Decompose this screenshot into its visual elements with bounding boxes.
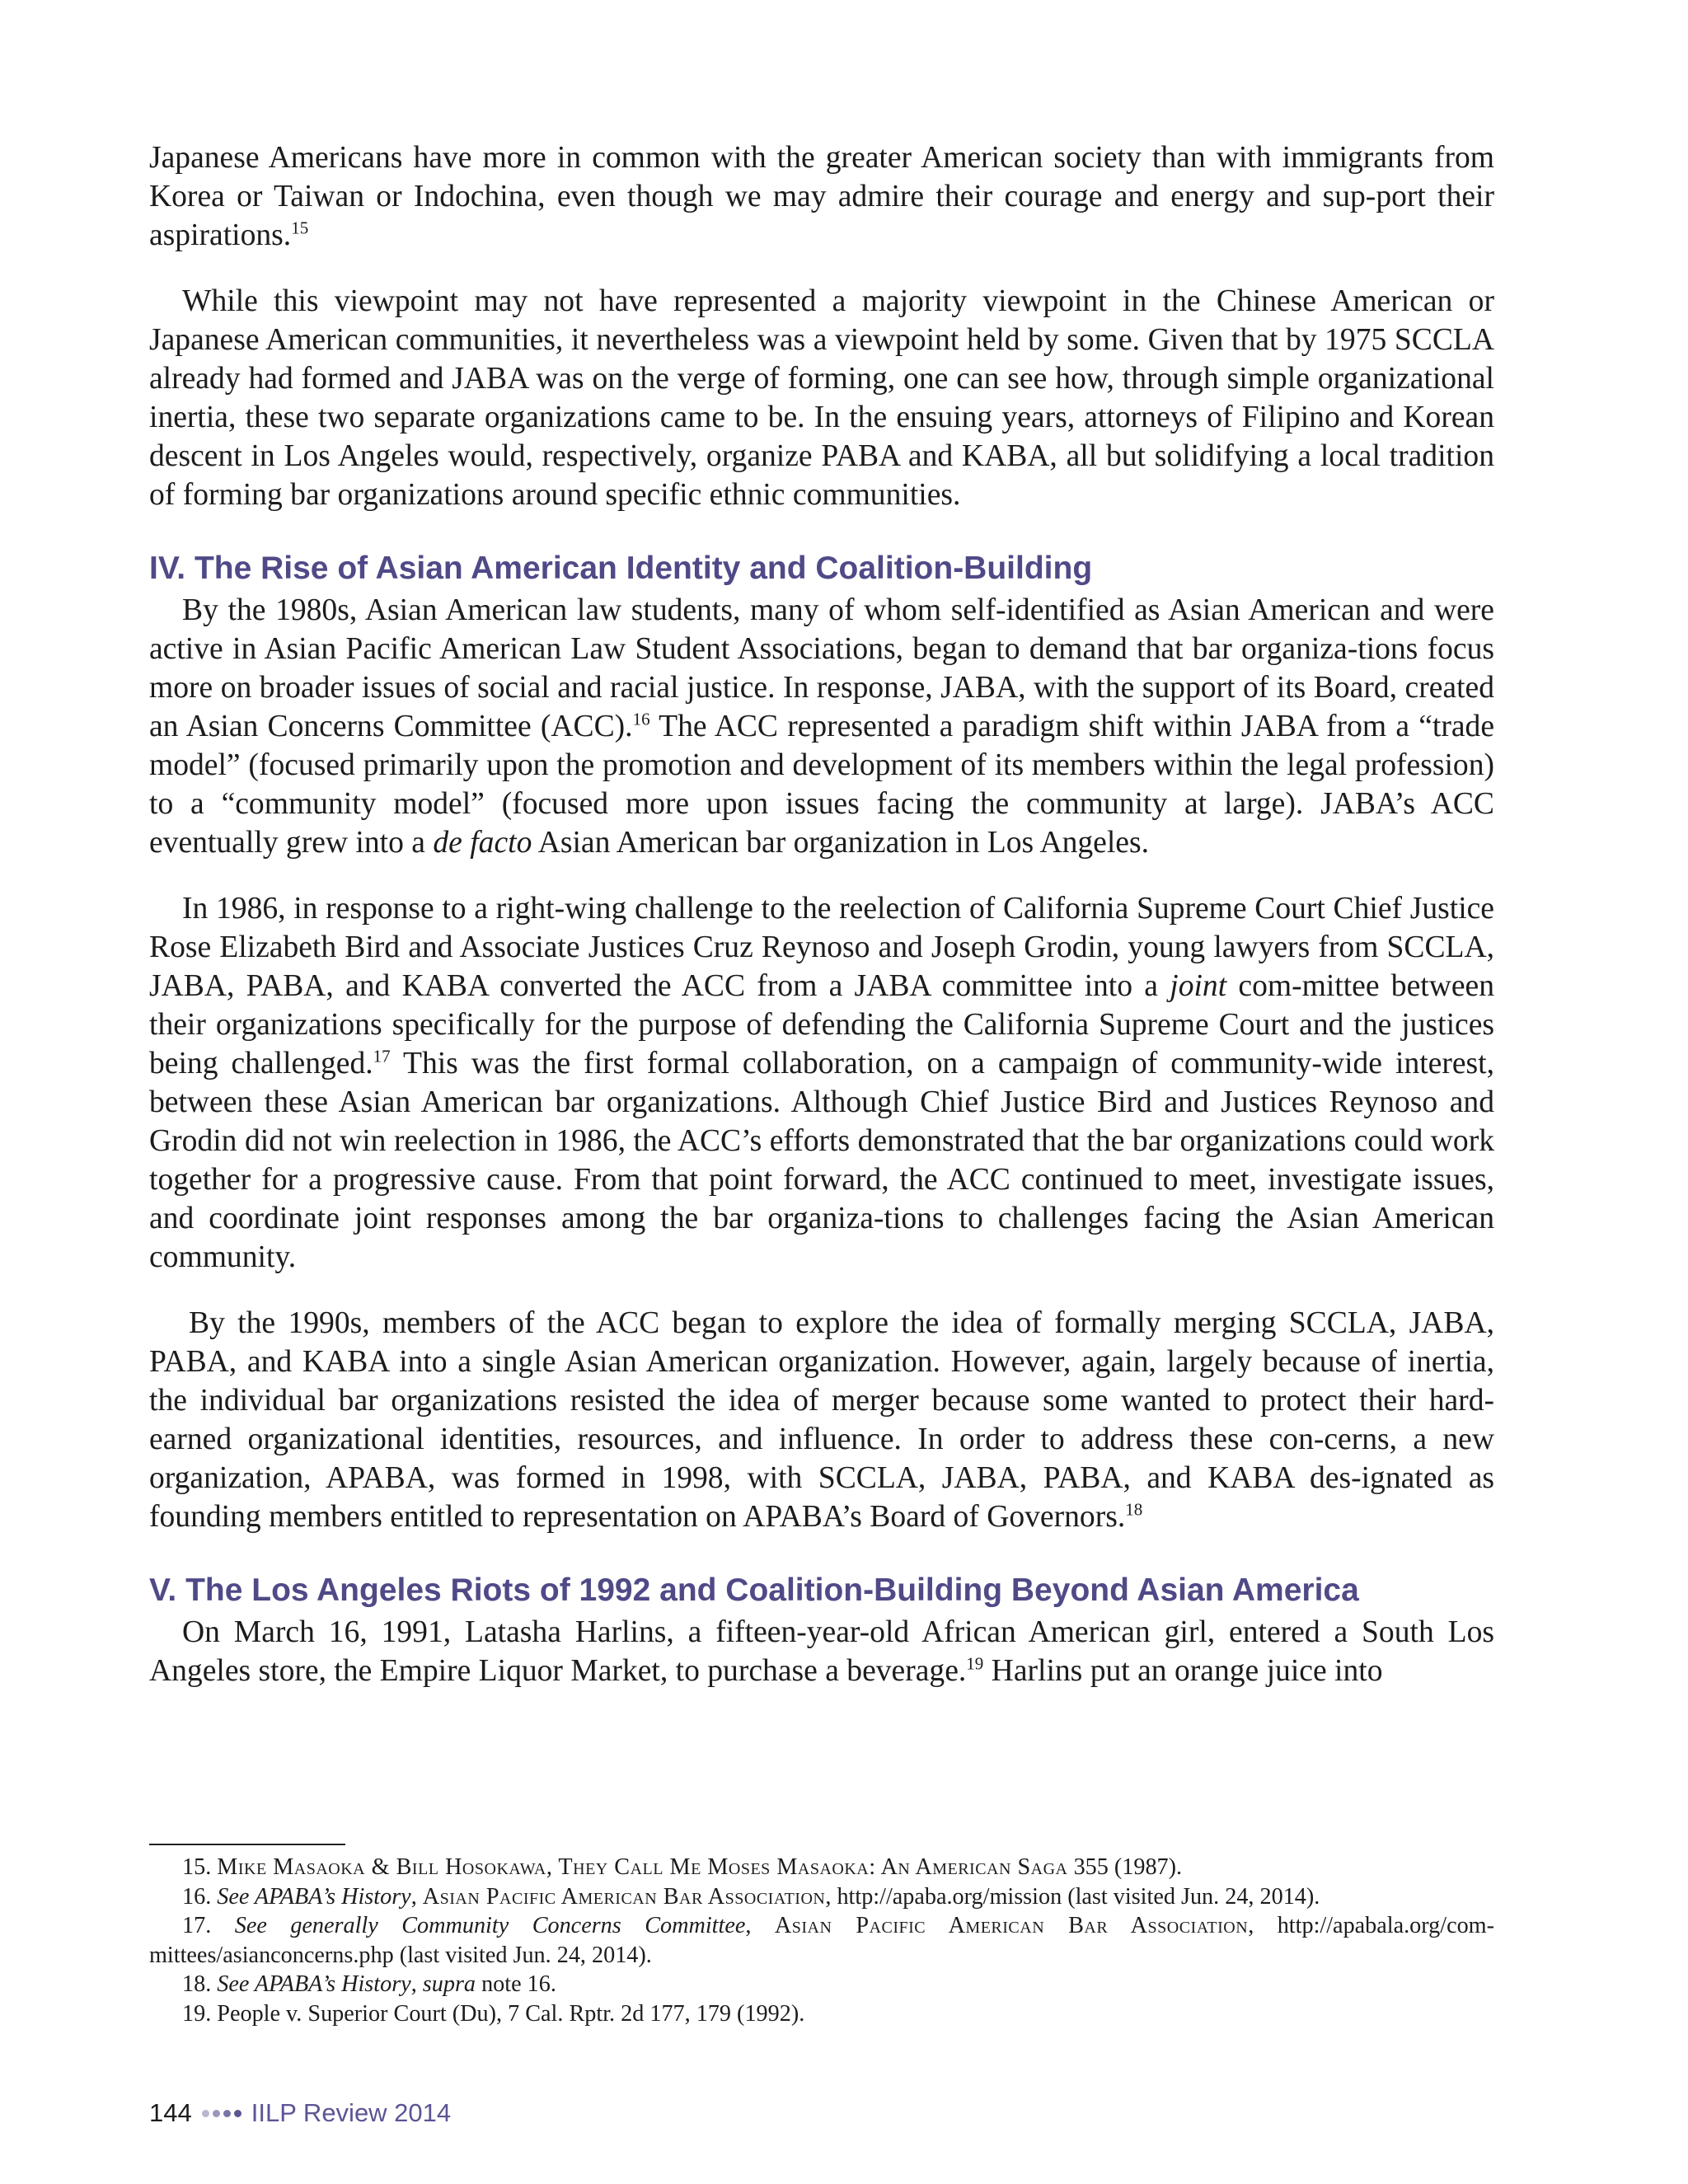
paragraph: In 1986, in response to a right-wing challenge to the reelection of California Supreme Court Chief Justice Rose Elizabeth Bird and Associate Justices Cruz Reynoso and Joseph Grodin, young lawyers from SCCLA, JABA, PABA, and KABA converted the ACC from a JABA committee into a joint com-mittee between their organizations specifically for the purpose of defending the California Supreme Court and the justices being challenged.$^{17}$ This was the first formal collaboration, on a campaign of community-wide interest, between these Asian American bar organizations. Although Chief Justice Bird and Justices Reynoso and Grodin did not win reelection in 1986, the ACC’s efforts demonstrated that the bar organizations could work together for a progressive cause. From that point forward, the ACC continued to meet, investigate issues, and coordinate joint responses among the bar organiza-tions to challenges facing the Asian American community. xyxy=(149,892,1495,1274)
footnote-ref-19[interactable]: 19 xyxy=(966,1653,984,1674)
footnote-ref-18[interactable]: 18 xyxy=(1125,1499,1143,1520)
footnote-ref-17[interactable]: 17 xyxy=(373,1046,391,1066)
dot-icon xyxy=(234,2110,241,2117)
publication-title: IILP Review 2014 xyxy=(251,2098,452,2127)
footnote-ref-16[interactable]: 16 xyxy=(632,709,650,729)
block-quote-continuation: Japanese Americans have more in common with the greater American society than with immigrants from Korea or Taiwan or Indochina, even though we may admire their courage and energy and sup-port their aspirations.$^{15}$ xyxy=(149,141,1494,252)
section-heading-iv: IV. The Rise of Asian American Identity and Coalition-Building xyxy=(149,551,1093,586)
dot-icon xyxy=(223,2110,231,2117)
footnote-ref-15[interactable]: 15 xyxy=(291,218,309,238)
paragraph: By the 1980s, Asian American law students, many of whom self-identified as Asian American and were active in Asian Pacific American Law Student Associations, began to demand that bar organiza-tions focus more on broader issues of social and racial justice. In response, JABA, with the support of its Board, created an Asian Concerns Committee (ACC).$^{16}$ The ACC represented a paradigm shift within JABA from a “trade model” (focused primarily upon the promotion and development of its members within the legal profession) to a “community model” (focused more upon issues facing the community at large). JABA’s ACC eventually grew into a de facto Asian American bar organization in Los Angeles. xyxy=(149,593,1494,860)
footnote-divider xyxy=(149,1844,345,1845)
dot-icon xyxy=(202,2110,209,2117)
article-body xyxy=(149,138,1494,1690)
footnote-15: 15. Mike Masaoka & Bill Hosokawa, They Call Me Moses Masaoka: An American Saga 355 (1987). xyxy=(182,1854,1183,1880)
paragraph: On March 16, 1991, Latasha Harlins, a fifteen-year-old African American girl, entered a South Los Angeles store, the Empire Liquor Market, to purchase a beverage.$^{19}$ Harlins put an orange juice into xyxy=(149,1615,1494,1688)
dot-icon xyxy=(213,2110,220,2117)
footnote-17: 17. See generally Community Concerns Committee, Asian Pacific American Bar Association, http://apabala.org/com-mittees/asianconcerns.php (last visited Jun. 24, 2014). xyxy=(149,1913,1494,1968)
section-heading-v: V. The Los Angeles Riots of 1992 and Coalition-Building Beyond Asian America xyxy=(149,1572,1359,1608)
paragraph: By the 1990s, members of the ACC began to explore the idea of formally merging SCCLA, JABA, PABA, and KABA into a single Asian American organization. However, again, largely because of inertia, the individual bar organizations resisted the idea of merger because some wanted to protect their hard-earned organizational identities, resources, and influence. In order to address these con-cerns, a new organization, APABA, was formed in 1998, with SCCLA, JABA, PABA, and KABA des-ignated as founding members entitled to representation on APABA’s Board of Governors.$^{18}$ xyxy=(149,1306,1494,1534)
footnotes xyxy=(149,1853,1494,2028)
paragraph: While this viewpoint may not have represented a majority viewpoint in the Chinese American or Japanese American communities, it nevertheless was a viewpoint held by some. Given that by 1975 SCCLA already had formed and JABA was on the verge of forming, one can see how, through simple organizational inertia, these two separate organizations came to be. In the ensuing years, attorneys of Filipino and Korean descent in Los Angeles would, respectively, organize PABA and KABA, all but solidifying a local tradition of forming bar organizations around specific ethnic communities. xyxy=(149,284,1494,512)
footer-dots-icon xyxy=(202,2110,241,2117)
footnote-16: 16. See APABA’s History, Asian Pacific American Bar Association, http://apaba.org/mission (last visited Jun. 24, 2014). xyxy=(182,1883,1320,1910)
footnote-19: 19. People v. Superior Court (Du), 7 Cal. Rptr. 2d 177, 179 (1992). xyxy=(182,2000,805,2027)
page-number: 144 xyxy=(149,2098,192,2127)
footnote-18: 18. See APABA’s History, supra note 16. xyxy=(182,1971,556,1997)
page-footer xyxy=(149,2097,451,2130)
